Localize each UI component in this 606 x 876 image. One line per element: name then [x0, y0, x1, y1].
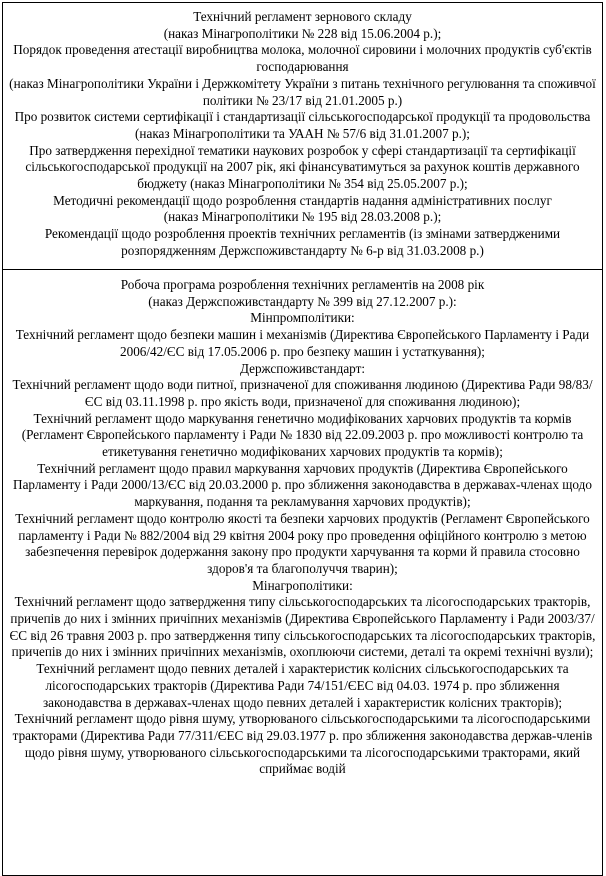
regulation-paragraph: Технічний регламент щодо маркування генетично модифікованих харчових продуктів та кормів (Регламент Європейського парламенту і Ради № 1830 від 22.09.2003 р. про можливості контролю та етикетування генетично модифікованих харчових продуктів та кормів); — [21, 410, 584, 460]
regulation-paragraph: Методичні рекомендації щодо розроблення стандартів надання адміністративних послуг (наказ Мінагрополітики № 195 від 28.03.2008 р.); — [53, 192, 552, 225]
ministry-heading: Мінпромполітики: — [250, 310, 355, 326]
ministry-heading: Мінагрополітики: — [252, 577, 353, 593]
regulation-paragraph: Технічний регламент щодо рівня шуму, утворюваного сільськогосподарськими та лісогосподарськими тракторами (Директива Ради 77/311/ЄЕС від 29.03.1977 р. про зближення законодавства держав-членів щодо рівня шуму, утворюваного сільськогосподарськими та лісогосподарськими тракторами, який сприймає водій — [12, 711, 593, 777]
regulations-table — [2, 2, 603, 876]
regulation-paragraph: Технічний регламент щодо води питної, призначеної для споживання людиною (Директива Ради 98/83/ЄС від 03.11.1998 р. про якість води, призначеної для споживання людиною); — [12, 377, 593, 409]
regulation-paragraph: Технічний регламент щодо затвердження типу сільськогосподарських та лісогосподарських тракторів, причепів до них і змінних причіпних механізмів (Директива Європейського Парламенту і Ради 2003/37/ЄС від 26 травня 2003 р. про затвердження типу сільськогосподарських та лісогосподарських тракторів, причепів до них і змінних причіпних механізмів, охоплюючи системи, деталі та окремі технічні вузли); — [9, 594, 596, 660]
regulations-cell-bottom — [3, 270, 602, 778]
ministry-heading: Держспоживстандарт: — [239, 360, 366, 376]
regulation-paragraph: Технічний регламент щодо певних деталей і характеристик колісних сільськогосподарських та лісогосподарських тракторів (Директива Ради 74/151/ЄЕС від 04.03. 1974 р. про зближення законодавства в державах-членах щодо певних деталей і характеристик колісних тракторів); — [36, 661, 569, 710]
regulation-paragraph: Рекомендації щодо розроблення проектів технічних регламентів (із змінами затвердженими розпорядженням Держспоживстандарту № 6-р від 31.03.2008 р.) — [44, 226, 561, 258]
regulation-paragraph: Технічний регламент зернового складу (наказ Мінагрополітики № 228 від 15.06.2004 р.); — [163, 9, 442, 41]
regulations-cell-top — [3, 3, 602, 270]
regulation-paragraph: Технічний регламент щодо контролю якості та безпеки харчових продуктів (Регламент Європейського парламенту і Ради № 882/2004 від 29 квітня 2004 року про проведення офіційного контролю з метою забезпечення перевірок додержання закону про продукти харчування та корми й правила стосовно здоров'я та благополуччя тварин); — [15, 510, 590, 576]
regulation-paragraph: Порядок проведення атестації виробництва молока, молочної сировини і молочних продуктів суб'єктів господарювання (наказ Мінагрополітики України і Держкомітету України з питань технічного регулювання та споживчої політики № 23/17 від 21.01.2005 р.) — [9, 42, 596, 108]
regulation-paragraph: Про розвиток системи сертифікації і стандартизації сільськогосподарської продукції та продовольства (наказ Мінагрополітики та УААН № 57/6 від 31.01.2007 р.); — [14, 109, 591, 141]
program-title: Робоча програма розроблення технічних регламентів на 2008 рік (наказ Держспоживстандарту № 399 від 27.12.2007 р.): — [120, 277, 485, 309]
regulation-paragraph: Технічний регламент щодо правил маркування харчових продуктів (Директива Європейського Парламенту і Ради 2000/13/ЄС від 20.03.2000 р. про зближення законодавства в державах-членах щодо маркування, подання та рекламування харчових продуктів); — [13, 460, 592, 510]
regulation-paragraph: Технічний регламент щодо безпеки машин і механізмів (Директива Європейського Парламенту і Ради 2006/42/ЄС від 17.05.2006 р. про безпеку машин і устаткування); — [15, 327, 590, 359]
regulation-paragraph: Про затвердження перехідної тематики наукових розробок у сфері стандартизації та сертифікації сільськогосподарської продукції на 2007 рік, які фінансуватимуться за рахунок коштів державного бюджету (наказ Мінагрополітики № 354 від 25.05.2007 р.); — [25, 142, 580, 192]
